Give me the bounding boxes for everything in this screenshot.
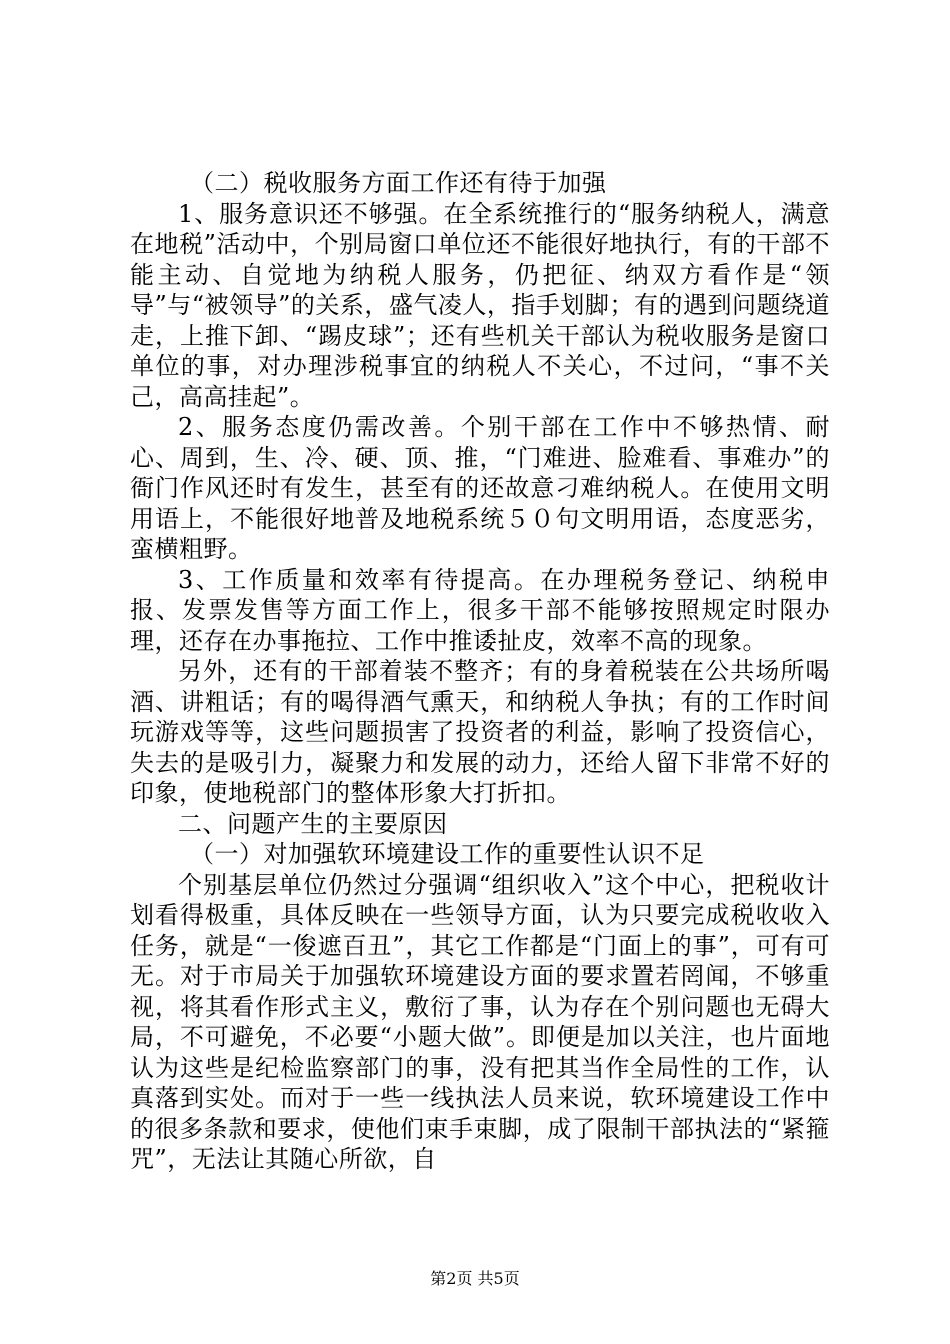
page-footer: 第2页 共5页 [430,1269,520,1288]
document-body [130,168,830,1175]
subsection-heading-awareness: （一）对加强软环境建设工作的重要性认识不足 [190,840,705,868]
paragraph-additional-issues: 另外，还有的干部着装不整齐；有的身着税装在公共场所喝酒、讲粗话；有的喝得酒气熏天，和纳税人争执；有的工作时间玩游戏等等，这些问题损害了投资者的利益，影响了投资信心，失去的是吸引力，凝聚力和发展的动力，还给人留下非常不好的印象，使地税部门的整体形象大打折扣。 [130,657,830,807]
paragraph-work-quality: 3、工作质量和效率有待提高。在办理税务登记、纳税申报、发票发售等方面工作上，很多干部不能够按照规定时限办理，还存在办事拖拉、工作中推诿扯皮，效率不高的现象。 [130,565,830,655]
paragraph-basic-units: 个别基层单位仍然过分强调“组织收入”这个中心，把税收计划看得极重，具体反映在一些领导方面，认为只要完成税收收入任务，就是“一俊遮百丑”，其它工作都是“门面上的事”，可有可无。对于市局关于加强软环境建设方面的要求置若罔闻，不够重视，将其看作形式主义，敷衍了事，认为存在个别问题也无碍大局，不可避免，不必要“小题大做”。即便是加以关注，也片面地认为这些是纪检监察部门的事，没有把其当作全局性的工作，认真落到实处。而对于一些一线执法人员来说，软环境建设工作中的很多条款和要求，使他们束手束脚，成了限制干部执法的“紧箍咒”，无法让其随心所欲，自 [130,870,830,1173]
paragraph-service-awareness: 1、服务意识还不够强。在全系统推行的“服务纳税人，满意在地税”活动中，个别局窗口单位还不能很好地执行，有的干部不能主动、自觉地为纳税人服务，仍把征、纳双方看作是“领导”与“被领导”的关系，盛气凌人，指手划脚；有的遇到问题绕道走，上推下卸、“踢皮球”；还有些机关干部认为税收服务是窗口单位的事，对办理涉税事宜的纳税人不关心，不过问，“事不关己，高高挂起”。 [130,199,830,411]
section-heading-main-causes: 二、问题产生的主要原因 [178,809,448,838]
paragraph-service-attitude: 2、服务态度仍需改善。个别干部在工作中不够热情、耐心、周到，生、冷、硬、顶、推，“门难进、脸难看、事难办”的衙门作风还时有发生，甚至有的还故意刁难纳税人。在使用文明用语上，不能很好地普及地税系统５０句文明用语，态度恶劣，蛮横粗野。 [130,413,830,563]
section-heading-tax-service: （二）税收服务方面工作还有待于加强 [190,169,607,197]
